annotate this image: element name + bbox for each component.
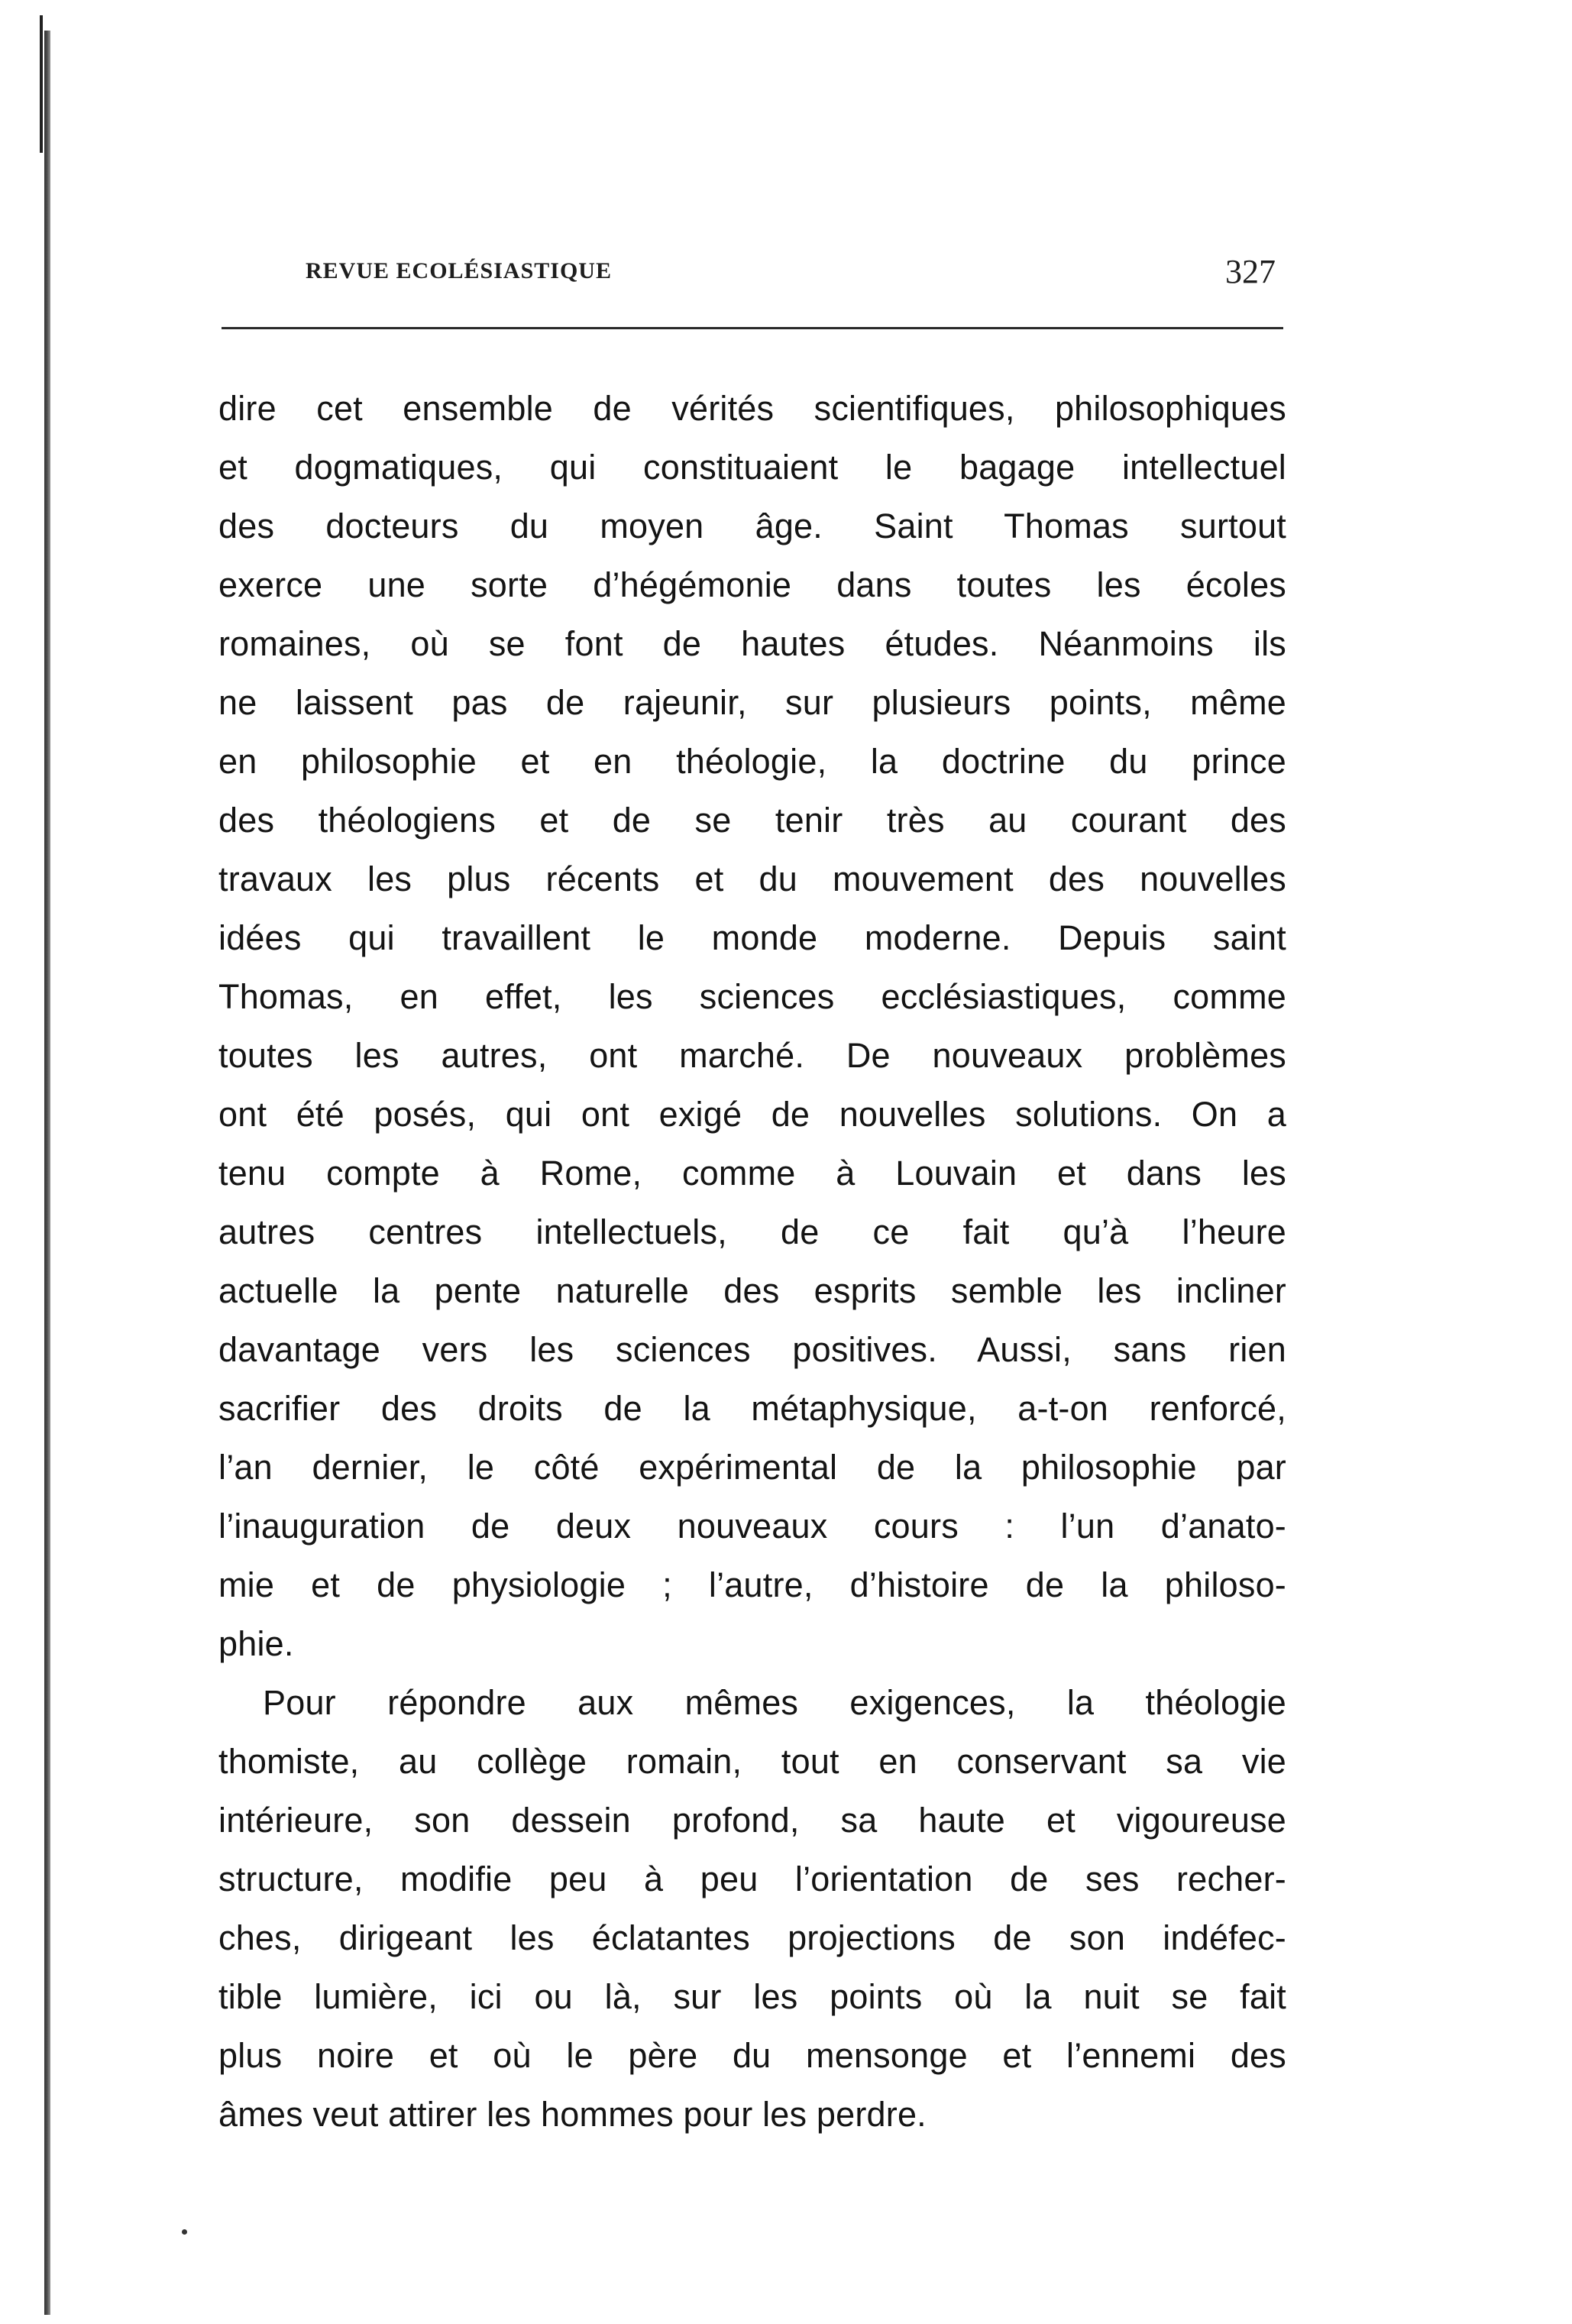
page-number: 327 [1225,253,1276,290]
text-line: toutes les autres, ont marché. De nouveaux problèmes [218,1036,1286,1075]
text-line: travaux les plus récents et du mouvement des nouvelles [218,859,1286,898]
text-line: des théologiens et de se tenir très au courant des [218,801,1286,840]
text-line: sacrifier des droits de la métaphysique, a-t-on renforcé, [218,1389,1286,1428]
text-line: thomiste, au collège romain, tout en conservant sa vie [218,1742,1286,1781]
text-line: dire cet ensemble de vérités scientifiques, philosophiques [218,389,1286,428]
text-line: âmes veut attirer les hommes pour les perdre. [218,2095,927,2134]
running-title: REVUE ECOLÉSIASTIQUE [306,258,612,283]
binding-edge [44,31,50,2315]
text-line: des docteurs du moyen âge. Saint Thomas surtout [218,507,1286,545]
stray-mark [182,2229,187,2235]
text-line: structure, modifie peu à peu l’orientation de ses recher- [218,1860,1286,1898]
text-line: idées qui travaillent le monde moderne. Depuis saint [218,918,1286,957]
text-line: tenu compte à Rome, comme à Louvain et dans les [218,1154,1286,1193]
text-line: Thomas, en effet, les sciences ecclésiastiques, comme [218,977,1286,1016]
text-line: autres centres intellectuels, de ce fait qu’à l’heure [218,1212,1286,1251]
text-line: ont été posés, qui ont exigé de nouvelles solutions. On a [218,1095,1286,1134]
binding-edge-mark [40,15,43,153]
text-line: mie et de physiologie ; l’autre, d’histoire de la philoso- [218,1565,1286,1604]
text-line: tible lumière, ici ou là, sur les points où la nuit se fait [218,1977,1286,2016]
text-line: ches, dirigeant les éclatantes projections de son indéfec- [218,1918,1286,1957]
body-text [218,379,1286,2144]
text-line: plus noire et où le père du mensonge et l’ennemi des [218,2036,1286,2075]
text-line: ne laissent pas de rajeunir, sur plusieurs points, même [218,683,1286,722]
text-line: Pour répondre aux mêmes exigences, la théologie [263,1683,1286,1722]
text-line: en philosophie et en théologie, la doctrine du prince [218,742,1286,781]
page-header [222,252,1291,298]
text-line: et dogmatiques, qui constituaient le bagage intellectuel [218,448,1286,487]
text-line: intérieure, son dessein profond, sa haute et vigoureuse [218,1801,1286,1840]
text-line: actuelle la pente naturelle des esprits semble les incliner [218,1271,1286,1310]
text-line: davantage vers les sciences positives. Aussi, sans rien [218,1330,1286,1369]
text-line: romaines, où se font de hautes études. Néanmoins ils [218,624,1286,663]
text-line: phie. [218,1624,294,1663]
header-rule [222,327,1283,329]
text-line: l’an dernier, le côté expérimental de la philosophie par [218,1448,1286,1487]
text-line: exerce une sorte d’hégémonie dans toutes les écoles [218,565,1286,604]
text-line: l’inauguration de deux nouveaux cours : l’un d’anato- [218,1507,1286,1546]
